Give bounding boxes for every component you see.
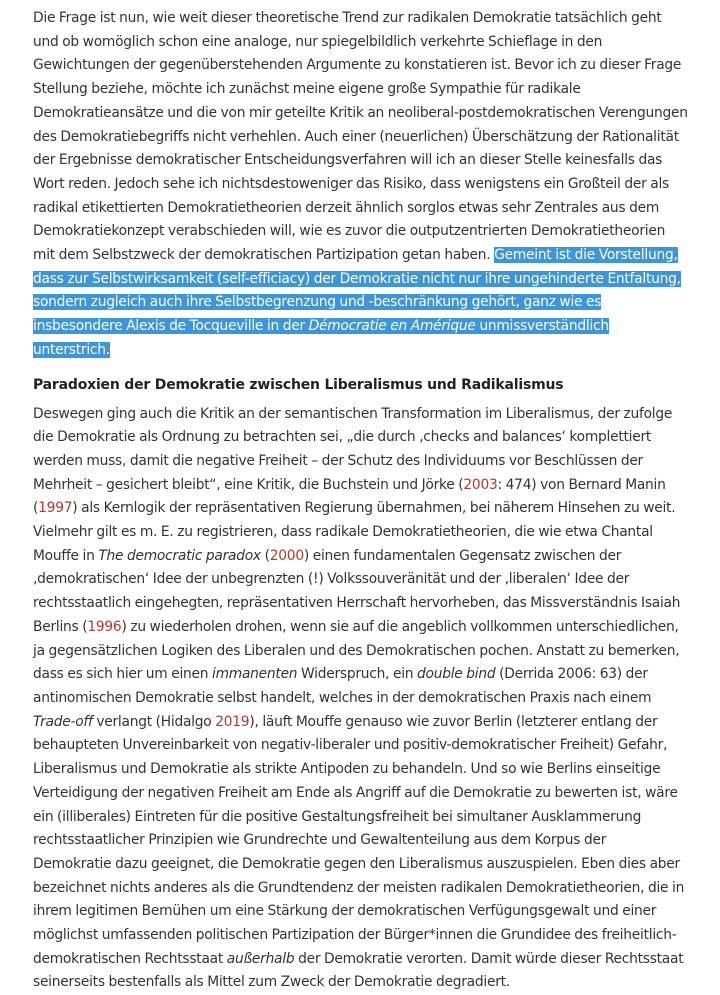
citation-link-2019[interactable]: 2019 — [215, 713, 250, 730]
paragraph-intro-text: Die Frage ist nun, wie weit dieser theoretische Trend zur radikalen Demokratie tatsächlich geht und ob womöglich schon eine analoge, nur spiegelbildlich verkehrte Schieflage in den Gewichtungen der gegenüberstehenden Argumente zu konstatieren ist. Bevor ich zu dieser Frage Stellung beziehe, möchte ich zunächst meine eigene große Sympathie für radikale Demokratieansätze und die von mir geteilte Kritik an neoliberal-postdemokratischen Verengungen des Demokratiebegriffs nicht verhehlen. Auch einer (neuerlichen) Überschätzung der Rationalität der Ergebnisse demokratischer Entscheidungsverfahren will ich an dieser Stelle keinesfalls das Wort reden. Jedoch sehe ich nichtsdestoweniger das Risiko, dass wenigstens ein Großteil der als radikal etikettierten Demokratietheorien derzeit ähnlich sorglos etwas sehr Zentrales aus dem Demokratiekonzept verabschieden will, wie es zuvor die outputzentrierten Demokratietheorien mit dem Selbstzweck der demokratischen Partizipation getan haben. — [33, 10, 688, 264]
text-segment: Deswegen ging auch die Kritik an der semantischen Transformation im Liberalismus, der zufolge die Demokratie als Ordnung zu betrachten sei, „die durch ‚checks and balances‘ komplettiert werden muss, damit die negative Freiheit – der Schutz des Individuums vor Beschlüssen der Mehrheit – gesichert bleibt“, eine Kritik, die Buchstein und Jörke ( — [33, 405, 673, 493]
text-segment: : 474) von Bernard Manin ( — [33, 476, 666, 517]
selected-text[interactable] — [33, 247, 681, 358]
text-segment: verlangt (Hidalgo — [92, 713, 216, 730]
text-segment: ) zu wiederholen drohen, wenn sie auf die angeblich vollkommen unterschiedlichen, ja gegensätzlichen Logiken des Liberalen und des Demokratischen pochen. Anstatt zu bemerken, dass es sich hier um einen — [33, 618, 680, 683]
selected-text-end: unmissverständlich unterstrich. — [33, 318, 609, 358]
citation-link-2000[interactable]: 2000 — [269, 547, 304, 564]
text-segment: ) als Kernlogik der repräsentativen Regierung übernahmen, bei näherem Hinsehen zu weit. Vielmehr gilt es m. E. zu registrieren, dass radikale Demokratietheorien, die wie etwa Chantal Mouffe in — [33, 500, 676, 564]
emphasis: immanenten — [212, 666, 298, 683]
emphasis: außerhalb — [226, 950, 295, 967]
section-heading: Paradoxien der Demokratie zwischen Liberalismus und Radikalismus — [33, 376, 564, 393]
article-body — [33, 7, 688, 995]
text-segment: Widerspruch, ein — [297, 666, 418, 683]
citation-link-1996[interactable]: 1996 — [87, 618, 122, 635]
selected-text-part: Gemeint ist die Vorstellung, dass zur Selbstwirksamkeit (self-efficiacy) der Demokratie nicht nur ihre ungehinderte Entfaltung, sondern zugleich auch ihre Selbstbegrenzung und -beschränkung gehört, ganz wie es insbesondere Alexis de Tocqueville in der — [33, 247, 681, 335]
text-segment: (Derrida 2006: 63) der antinomischen Demokratie selbst handelt, welches in der demokratischen Praxis nach einem — [33, 666, 652, 706]
emphasis: Trade-off — [33, 713, 93, 730]
text-segment: ) einen fundamentalen Gegensatz zwischen der ‚demokratischen‘ Idee der unbegrenzten (!) Volkssouveränität und der ‚liberalen‘ Idee der rechtsstaatlich eingehegten, repräsentativen Herrschaft hervorheben, das Missverständnis Isaiah Berlins ( — [33, 547, 681, 635]
citation-link-1997[interactable]: 1997 — [38, 500, 73, 517]
text-segment: ( — [260, 547, 270, 564]
selected-text-book-title: Démocratie en Amérique — [308, 318, 476, 335]
paragraph-intro — [33, 7, 688, 363]
citation-link-2003[interactable]: 2003 — [463, 476, 498, 493]
book-title: The democratic paradox — [98, 547, 261, 564]
text-segment: der Demokratie verorten. Damit würde dieser Rechtsstaat seinerseits bestenfalls als Mittel zum Zweck der Demokratie degradiert. — [33, 950, 684, 991]
emphasis: double bind — [417, 666, 496, 683]
paragraph-paradoxes — [33, 403, 688, 995]
text-segment: ), läuft Mouffe genauso wie zuvor Berlin (letzterer entlang der behaupteten Unvereinbarkeit von negativ-liberaler und positiv-demokratischer Freiheit) Gefahr, Liberalismus und Demokratie als strikte Antipoden zu behandeln. Und so wie Berlins einseitige Verteidigung der negativen Freiheit am Ende als Angriff auf die Demokratie zu bewerten ist, wäre ein (illiberales) Eintreten für die positive Gestaltungsfreiheit bei simultaner Ausklammerung rechtsstaatlicher Prinzipien wie Grundrechte und Gewaltenteilung aus dem Korpus der Demokratie dazu geeignet, die Demokratie gegen den Liberalismus auszuspielen. Eben dies aber bezeichnet nichts anderes als die Grundtendenz der meisten radikalen Demokratietheorien, die in ihrem legitimen Bemühen um eine Stärkung der demokratischen Verfügungsgewalt und einer möglichst umfassenden politischen Partizipation der Bürger*innen die Grundidee des freiheitlich-demokratischen Rechtsstaat — [33, 713, 685, 967]
